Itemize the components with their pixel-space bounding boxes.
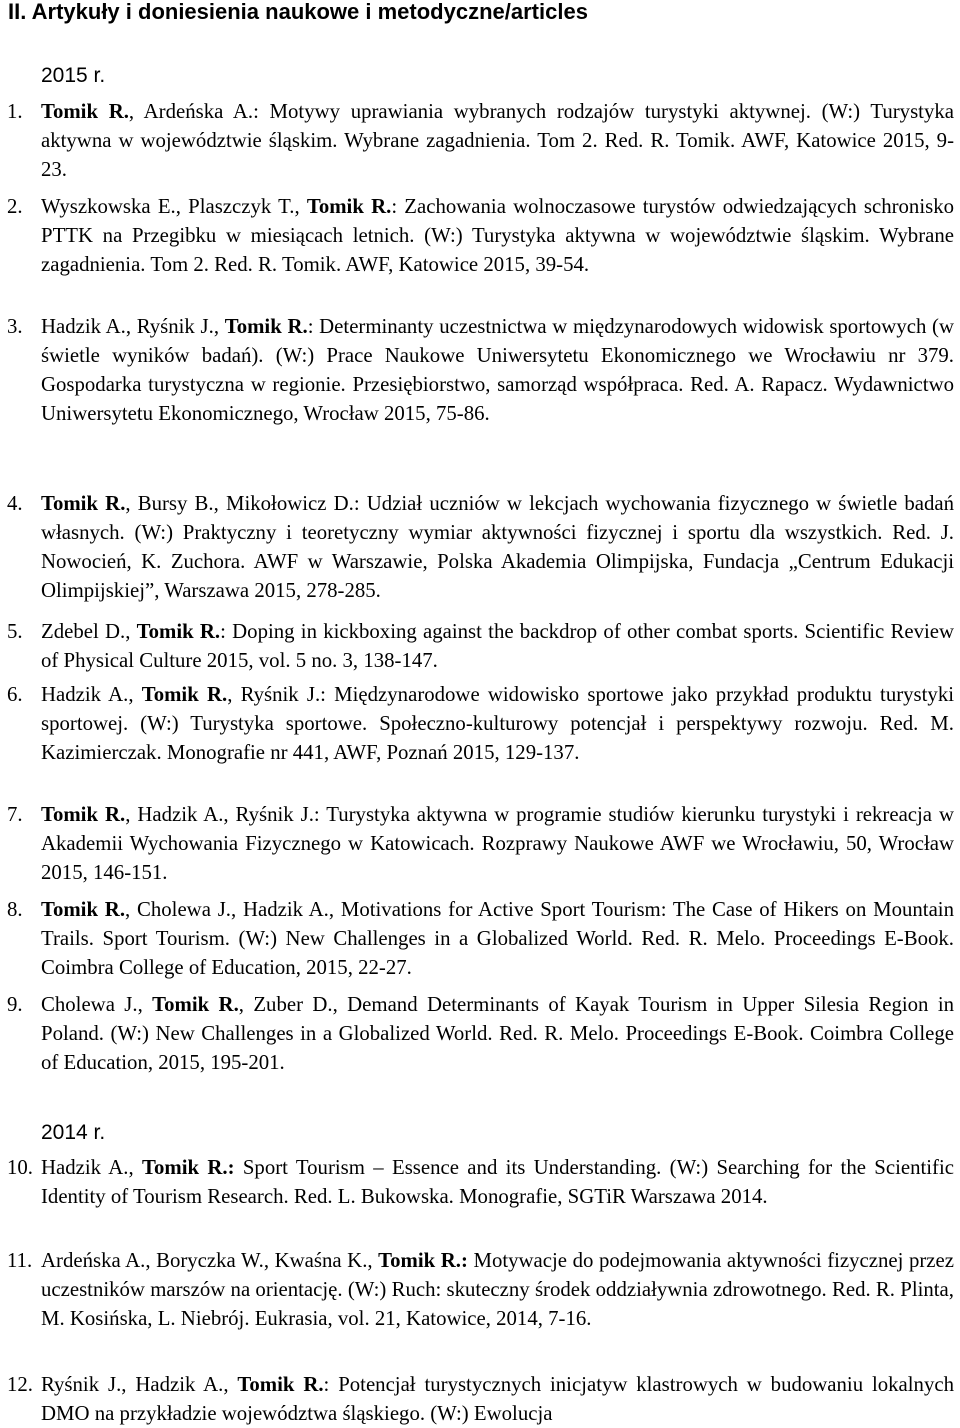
- entry-number: 7.: [7, 803, 23, 826]
- author-highlight: Tomik R.: [41, 803, 126, 826]
- citation-text: : Doping in kickboxing against the backdrop of other combat sports. Scientific Review of Physical Culture 2015, vol. 5 no. 3, 138-147.: [41, 620, 954, 672]
- entry-citation: [41, 990, 954, 1077]
- article-entry-12: [0, 1370, 960, 1428]
- section-heading: II. Artykuły i doniesienia naukowe i metodyczne/articles: [8, 0, 588, 24]
- citation-text: Hadzik A.,: [41, 683, 142, 706]
- citation-text: Ryśnik J., Hadzik A.,: [41, 1373, 238, 1396]
- year-heading-2014: 2014 r.: [41, 1121, 106, 1144]
- article-entry-6: [0, 680, 960, 767]
- article-entry-7: [0, 800, 960, 887]
- citation-text: Zdebel D.,: [41, 620, 137, 643]
- author-highlight: Tomik R.: [141, 683, 228, 706]
- article-entry-11: [0, 1246, 960, 1333]
- citation-text: Ardeńska A., Boryczka W., Kwaśna K.,: [41, 1249, 379, 1272]
- entry-citation: [41, 680, 954, 767]
- article-entry-9: [0, 990, 960, 1077]
- entry-number: 2.: [7, 195, 23, 218]
- citation-text: , Zuber D., Demand Determinants of Kayak Tourism in Upper Silesia Region in Poland. (W:) New Challenges in a Globalized World. Red. R. Melo. Proceedings E-Book. Coimbra College of Education, 2015, 195-201.: [41, 993, 955, 1074]
- author-highlight: Tomik R.: [41, 898, 126, 921]
- author-highlight: Tomik R.: [306, 195, 392, 218]
- author-highlight: Tomik R.: [41, 492, 126, 515]
- entry-number: 3.: [7, 315, 23, 338]
- citation-text: Cholewa J.,: [41, 993, 153, 1016]
- entry-number: 8.: [7, 898, 23, 921]
- citation-text: Hadzik A., Ryśnik J.,: [41, 315, 225, 338]
- entry-number: 5.: [7, 620, 23, 643]
- entry-number: 10.: [7, 1156, 33, 1179]
- entry-citation: [41, 1153, 954, 1211]
- entry-number: 4.: [7, 492, 23, 515]
- article-entry-2: [0, 192, 960, 279]
- author-highlight: Tomik R.: [41, 100, 129, 123]
- entry-number: 9.: [7, 993, 23, 1016]
- citation-text: Motywacje do podejmowania aktywności fizycznej przez uczestników marszów na orientację. (W:) Ruch: skuteczny środek oddziaływnia zdrowotnego. Red. R. Plinta, M. Kosińska, L. Niebrój. Eukrasia, vol. 21, Katowice, 2014, 7-16.: [41, 1249, 954, 1330]
- entry-citation: [41, 192, 954, 279]
- entry-citation: [41, 312, 954, 428]
- article-entry-10: [0, 1153, 960, 1211]
- entry-citation: [41, 1370, 954, 1428]
- citation-text: : Determinanty uczestnictwa w międzynarodowych widowisk sportowych (w świetle wyników badań). (W:) Prace Naukowe Uniwersytetu Ekonomicznego we Wrocławiu nr 379. Gospodarka turystyczna w regionie. Przesiębiorstwo, samorząd współpraca. Red. A. Rapacz. Wydawnictwo Uniwersytetu Ekonomicznego, Wrocław 2015, 75-86.: [41, 315, 955, 425]
- article-entry-8: [0, 895, 960, 982]
- entry-number: 11.: [7, 1249, 33, 1272]
- citation-text: , Ryśnik J.: Międzynarodowe widowisko sportowe jako przykład produktu turystyki sportowej. (W:) Turystyka sportowe. Społeczno-kulturowy potencjał i perspektywy rozwoju. Red. M. Kazimierczak. Monografie nr 441, AWF, Poznań 2015, 129-137.: [41, 683, 954, 764]
- entry-citation: [41, 895, 954, 982]
- author-highlight: Tomik R.: [152, 993, 239, 1016]
- citation-text: Hadzik A.,: [41, 1156, 143, 1179]
- author-highlight: Tomik R.: [224, 315, 308, 338]
- citation-text: , Ardeńska A.: Motywy uprawiania wybranych rodzajów turystyki aktywnej. (W:) Turystyka aktywna w województwie śląskim. Wybrane zagadnienia. Tom 2. Red. R. Tomik. AWF, Katowice 2015, 9-23.: [41, 100, 954, 181]
- article-entry-3: [0, 312, 960, 428]
- author-highlight: Tomik R.:: [378, 1249, 468, 1272]
- citation-text: Wyszkowska E., Plaszczyk T.,: [41, 195, 307, 218]
- citation-text: , Hadzik A., Ryśnik J.: Turystyka aktywna w programie studiów kierunku turystyki i rekreacja w Akademii Wychowania Fizycznego w Katowicach. Rozprawy Naukowe AWF we Wrocławiu, 50, Wrocław 2015, 146-151.: [41, 803, 955, 884]
- author-highlight: Tomik R.: [237, 1373, 324, 1396]
- article-entry-1: [0, 97, 960, 184]
- article-entry-4: [0, 489, 960, 605]
- entry-citation: [41, 800, 954, 887]
- entry-citation: [41, 617, 954, 675]
- entry-citation: [41, 489, 954, 605]
- article-entry-5: [0, 617, 960, 675]
- citation-text: Sport Tourism – Essence and its Understanding. (W:) Searching for the Scientific Identity of Tourism Research. Red. L. Bukowska. Monografie, SGTiR Warszawa 2014.: [41, 1156, 954, 1208]
- entry-number: 1.: [7, 100, 23, 123]
- entry-citation: [41, 1246, 954, 1333]
- entry-citation: [41, 97, 954, 184]
- entry-number: 12.: [7, 1373, 33, 1396]
- citation-text: : Potencjał turystycznych inicjatyw klastrowych w budowaniu lokalnych DMO na przykładzie województwa śląskiego. (W:) Ewolucja: [41, 1373, 954, 1425]
- citation-text: , Bursy B., Mikołowicz D.: Udział uczniów w lekcjach wychowania fizycznego w świetle badań własnych. (W:) Praktyczny i teoretyczny wymiar aktywności fizycznej i sportu dla wszystkich. Red. J. Nowocień, K. Zuchora. AWF w Warszawie, Polska Akademia Olimpijska, Fundacja „Centrum Edukacji Olimpijskiej”, Warszawa 2015, 278-285.: [41, 492, 954, 602]
- citation-text: : Zachowania wolnoczasowe turystów odwiedzających schronisko PTTK na Przegibku w miesiącach letnich. (W:) Turystyka aktywna w województwie śląskim. Wybrane zagadnienia. Tom 2. Red. R. Tomik. AWF, Katowice 2015, 39-54.: [41, 195, 954, 276]
- year-heading-2015: 2015 r.: [41, 64, 106, 87]
- author-highlight: Tomik R.:: [142, 1156, 235, 1179]
- entry-number: 6.: [7, 683, 23, 706]
- citation-text: , Cholewa J., Hadzik A., Motivations for Active Sport Tourism: The Case of Hikers on Mountain Trails. Sport Tourism. (W:) New Challenges in a Globalized World. Red. R. Melo. Proceedings E-Book. Coimbra College of Education, 2015, 22-27.: [41, 898, 954, 979]
- author-highlight: Tomik R.: [136, 620, 221, 643]
